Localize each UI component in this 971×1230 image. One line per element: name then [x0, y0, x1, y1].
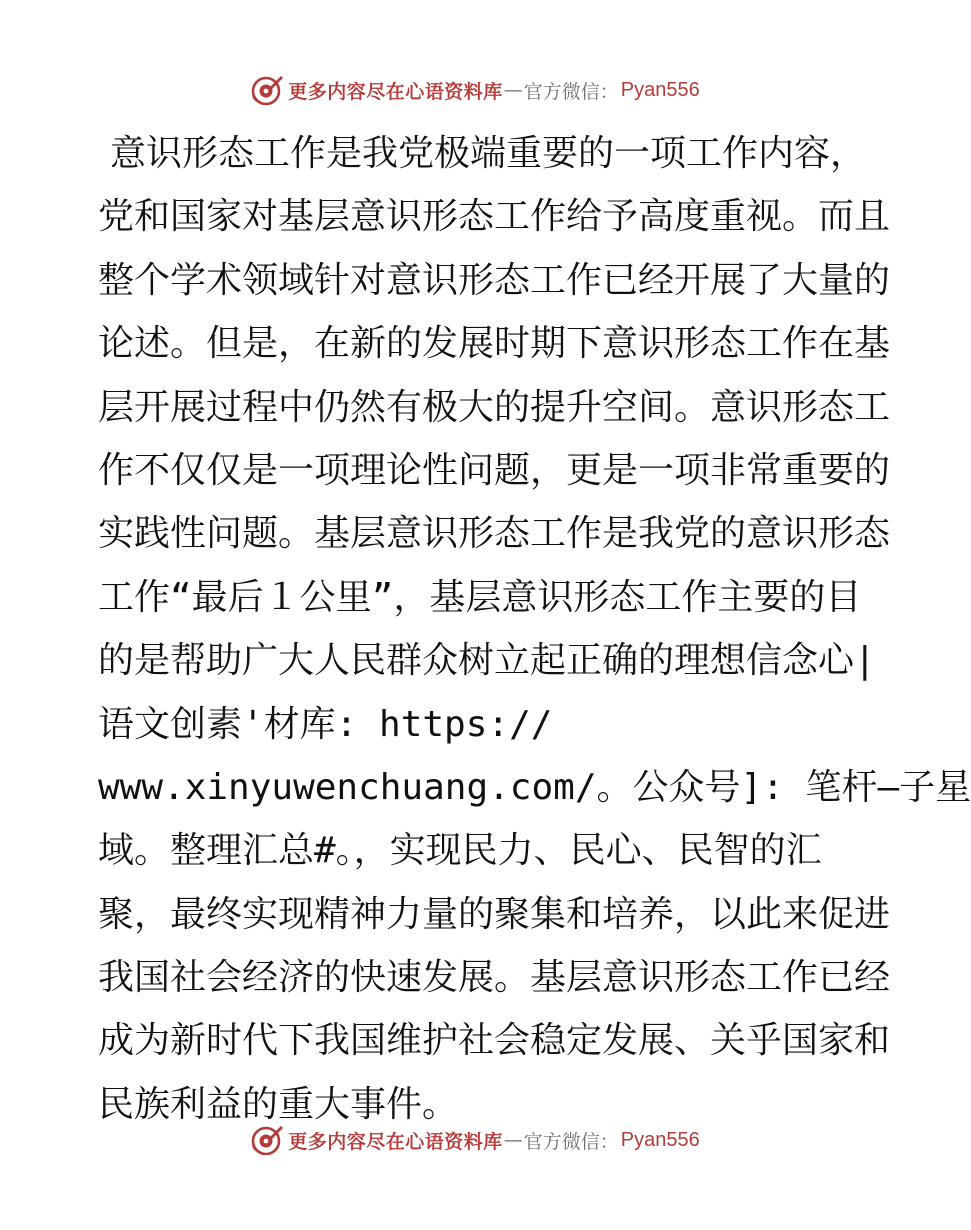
text-line: 域。整理汇总#。，实现民力、民心、民智的汇: [98, 830, 822, 872]
text-line: 整个学术领域针对意识形态工作已经开展了大量的: [98, 259, 891, 301]
header-wechat-label: 官方微信：: [523, 80, 619, 103]
text-line: 意识形态工作是我党极端重要的一项工作内容，: [110, 133, 867, 174]
footer-dash: —: [503, 1129, 523, 1151]
body-text: [98, 122, 971, 1136]
quill-logo-icon: [250, 73, 284, 107]
text-line: 工作“最后１公里”，基层意识形态工作主要的目: [98, 576, 862, 618]
text-line: 成为新时代下我国维护社会稳定发展、关乎国家和: [98, 1020, 891, 1062]
text-line: 语文创素'材库: https://: [98, 703, 553, 745]
footer-brand-text: 更多内容尽在心语资料库: [288, 1130, 503, 1153]
footer-wechat-label: 官方微信：: [523, 1130, 619, 1153]
text-line: 实践性问题。基层意识形态工作是我党的意识形态: [98, 513, 891, 555]
text-line: 论述。但是，在新的发展时期下意识形态工作在基: [98, 323, 891, 365]
text-line: 我国社会经济的快速发展。基层意识形态工作已经: [98, 957, 891, 999]
text-line: www.xinyuwenchuang.com/。公众号]: 笔杆—子星: [98, 766, 971, 808]
text-line: 的是帮助广大人民群众树立起正确的理想信念心|: [98, 640, 876, 682]
text-line: 党和国家对基层意识形态工作给予高度重视。而且: [98, 196, 891, 238]
text-line: 民族利益的重大事件。: [98, 1083, 459, 1125]
quill-logo-icon: [250, 1123, 284, 1157]
footer-wechat-id: Pyan556: [620, 1128, 700, 1151]
header-brand-text: 更多内容尽在心语资料库: [288, 80, 503, 103]
text-line: 聚，最终实现精神力量的聚集和培养，以此来促进: [98, 893, 891, 935]
text-line: 作不仅仅是一项理论性问题，更是一项非常重要的: [98, 449, 891, 491]
footer-banner: [0, 1120, 950, 1160]
header-wechat-id: Pyan556: [620, 78, 700, 101]
header-banner: [0, 70, 950, 110]
header-dash: —: [503, 79, 523, 101]
text-line: 层开展过程中仍然有极大的提升空间。意识形态工: [98, 386, 891, 428]
